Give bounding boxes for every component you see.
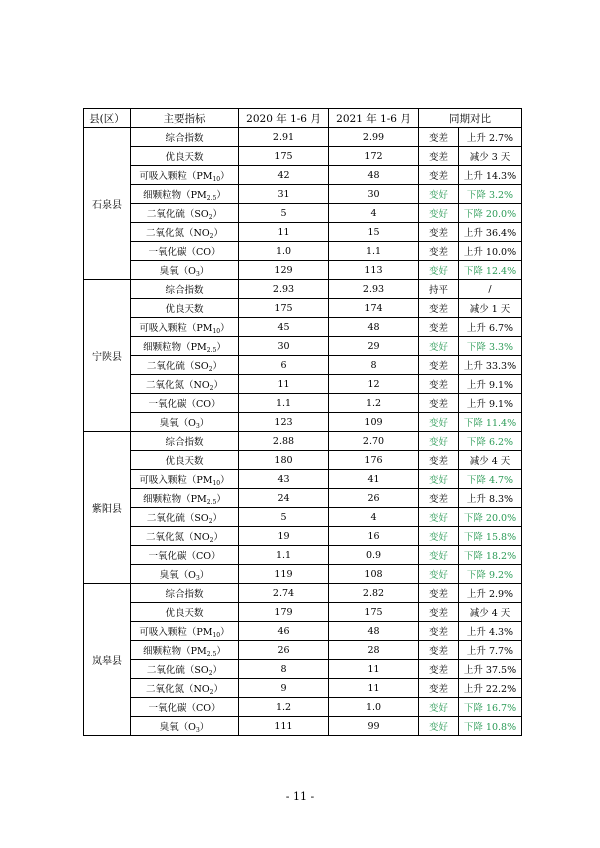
indicator-name xyxy=(131,584,239,603)
indicator-paren: ） xyxy=(216,493,226,505)
trend-status: 变好 xyxy=(419,717,459,736)
indicator-subscript: 3 xyxy=(195,270,200,278)
indicator-name xyxy=(131,527,239,546)
indicator-paren: ） xyxy=(212,208,223,220)
value-2020: 175 xyxy=(239,299,329,318)
value-2021: 1.1 xyxy=(329,242,419,261)
value-2021: 176 xyxy=(329,451,419,470)
header-2020: 2020 年 1-6 月 xyxy=(239,109,329,128)
trend-change: 上升 9.1% xyxy=(459,394,522,413)
trend-status: 变好 xyxy=(419,565,459,584)
indicator-label: 综合指数 xyxy=(165,437,204,448)
indicator-name xyxy=(131,603,239,622)
indicator-label: 臭氧（O xyxy=(159,569,196,581)
value-2020: 1.2 xyxy=(239,698,329,717)
indicator-paren: ） xyxy=(220,474,230,486)
indicator-subscript: 2.5 xyxy=(206,346,217,354)
trend-change: 下降 15.8% xyxy=(459,527,522,546)
indicator-paren: ） xyxy=(220,170,230,182)
indicator-name xyxy=(131,204,239,223)
trend-change: 下降 9.2% xyxy=(459,565,522,584)
indicator-subscript: 2 xyxy=(209,384,214,392)
trend-status: 变差 xyxy=(419,299,459,318)
indicator-name xyxy=(131,166,239,185)
indicator-label: 细颗粒物（PM xyxy=(143,645,207,657)
indicator-name xyxy=(131,318,239,337)
trend-change: 上升 2.7% xyxy=(459,128,522,147)
value-2020: 5 xyxy=(239,204,329,223)
trend-change: 下降 18.2% xyxy=(459,546,522,565)
table-row xyxy=(84,318,522,337)
indicator-subscript: 2 xyxy=(209,536,214,544)
indicator-label: 细颗粒物（PM xyxy=(143,493,207,505)
table-row xyxy=(84,147,522,166)
indicator-label: 细颗粒物（PM xyxy=(143,341,207,353)
trend-status: 变好 xyxy=(419,432,459,451)
indicator-label: 一氧化碳（CO） xyxy=(148,703,221,714)
trend-change: 上升 6.7% xyxy=(459,318,522,337)
indicator-name xyxy=(131,337,239,356)
indicator-subscript: 10 xyxy=(212,327,221,335)
trend-status: 变差 xyxy=(419,622,459,641)
value-2020: 9 xyxy=(239,679,329,698)
indicator-label: 一氧化碳（CO） xyxy=(148,247,221,258)
trend-status: 变差 xyxy=(419,223,459,242)
header-compare: 同期对比 xyxy=(419,109,522,128)
indicator-subscript: 2 xyxy=(208,365,213,373)
trend-change: 上升 36.4% xyxy=(459,223,522,242)
trend-change: 减少 4 天 xyxy=(459,451,522,470)
indicator-label: 臭氧（O xyxy=(159,721,196,733)
table-row xyxy=(84,242,522,261)
trend-change: 减少 3 天 xyxy=(459,147,522,166)
value-2020: 1.1 xyxy=(239,394,329,413)
indicator-name xyxy=(131,280,239,299)
trend-status: 变差 xyxy=(419,489,459,508)
value-2021: 48 xyxy=(329,166,419,185)
indicator-paren: ） xyxy=(220,626,230,638)
indicator-subscript: 2.5 xyxy=(206,194,217,202)
indicator-subscript: 2 xyxy=(209,688,214,696)
value-2020: 119 xyxy=(239,565,329,584)
trend-status: 变差 xyxy=(419,451,459,470)
value-2021: 2.99 xyxy=(329,128,419,147)
trend-status: 变好 xyxy=(419,527,459,546)
trend-change: 下降 3.2% xyxy=(459,185,522,204)
table-row xyxy=(84,698,522,717)
indicator-paren: ） xyxy=(199,569,210,581)
trend-change: 上升 22.2% xyxy=(459,679,522,698)
value-2021: 4 xyxy=(329,508,419,527)
indicator-name xyxy=(131,299,239,318)
indicator-name xyxy=(131,394,239,413)
trend-change: 下降 3.3% xyxy=(459,337,522,356)
value-2020: 5 xyxy=(239,508,329,527)
indicator-label: 臭氧（O xyxy=(159,417,196,429)
value-2020: 175 xyxy=(239,147,329,166)
indicator-paren: ） xyxy=(199,417,210,429)
indicator-label: 二氧化硫（SO xyxy=(146,512,209,524)
trend-status: 变差 xyxy=(419,318,459,337)
trend-change: 下降 20.0% xyxy=(459,204,522,223)
header-indicator: 主要指标 xyxy=(131,109,239,128)
county-name: 石泉县 xyxy=(84,128,131,280)
table-row xyxy=(84,546,522,565)
value-2021: 26 xyxy=(329,489,419,508)
value-2021: 28 xyxy=(329,641,419,660)
trend-status: 变好 xyxy=(419,470,459,489)
trend-status: 变好 xyxy=(419,204,459,223)
value-2021: 1.0 xyxy=(329,698,419,717)
trend-status: 持平 xyxy=(419,280,459,299)
trend-status: 变好 xyxy=(419,546,459,565)
value-2020: 11 xyxy=(239,375,329,394)
indicator-name xyxy=(131,489,239,508)
county-name: 紫阳县 xyxy=(84,432,131,584)
value-2020: 1.1 xyxy=(239,546,329,565)
indicator-paren: ） xyxy=(216,645,226,657)
value-2021: 30 xyxy=(329,185,419,204)
value-2020: 46 xyxy=(239,622,329,641)
table-row xyxy=(84,261,522,280)
indicator-subscript: 2.5 xyxy=(206,650,217,658)
trend-change: 上升 2.9% xyxy=(459,584,522,603)
indicator-name xyxy=(131,261,239,280)
indicator-name xyxy=(131,432,239,451)
trend-status: 变差 xyxy=(419,375,459,394)
indicator-name xyxy=(131,622,239,641)
value-2020: 2.91 xyxy=(239,128,329,147)
table-row xyxy=(84,432,522,451)
indicator-label: 二氧化硫（SO xyxy=(146,664,209,676)
indicator-name xyxy=(131,679,239,698)
trend-change: 上升 14.3% xyxy=(459,166,522,185)
indicator-label: 可吸入颗粒（PM xyxy=(139,170,213,182)
value-2021: 29 xyxy=(329,337,419,356)
table-row xyxy=(84,489,522,508)
trend-status: 变差 xyxy=(419,356,459,375)
indicator-name xyxy=(131,242,239,261)
indicator-subscript: 10 xyxy=(212,175,221,183)
indicator-subscript: 3 xyxy=(195,422,200,430)
table-row xyxy=(84,413,522,432)
trend-status: 变好 xyxy=(419,185,459,204)
table-row xyxy=(84,337,522,356)
value-2021: 172 xyxy=(329,147,419,166)
indicator-label: 可吸入颗粒（PM xyxy=(139,626,213,638)
indicator-label: 臭氧（O xyxy=(159,265,196,277)
trend-status: 变好 xyxy=(419,261,459,280)
value-2021: 2.70 xyxy=(329,432,419,451)
page-number: - 11 - xyxy=(285,790,315,803)
table-row xyxy=(84,356,522,375)
table-row xyxy=(84,394,522,413)
indicator-label: 二氧化氮（NO xyxy=(146,227,210,239)
indicator-label: 综合指数 xyxy=(165,133,204,144)
value-2020: 42 xyxy=(239,166,329,185)
indicator-name xyxy=(131,508,239,527)
value-2020: 8 xyxy=(239,660,329,679)
trend-status: 变差 xyxy=(419,679,459,698)
indicator-paren: ） xyxy=(212,512,223,524)
table-row xyxy=(84,508,522,527)
table-row xyxy=(84,565,522,584)
indicator-name xyxy=(131,546,239,565)
table-header-row xyxy=(84,109,522,128)
value-2021: 4 xyxy=(329,204,419,223)
indicator-label: 二氧化氮（NO xyxy=(146,531,210,543)
value-2021: 99 xyxy=(329,717,419,736)
trend-status: 变差 xyxy=(419,128,459,147)
table-row xyxy=(84,223,522,242)
indicator-name xyxy=(131,470,239,489)
indicator-label: 细颗粒物（PM xyxy=(143,189,207,201)
trend-status: 变好 xyxy=(419,698,459,717)
indicator-name xyxy=(131,356,239,375)
trend-status: 变差 xyxy=(419,147,459,166)
trend-status: 变差 xyxy=(419,584,459,603)
trend-change: 上升 7.7% xyxy=(459,641,522,660)
table-row xyxy=(84,603,522,622)
indicator-label: 优良天数 xyxy=(165,304,204,315)
indicator-name xyxy=(131,660,239,679)
trend-status: 变差 xyxy=(419,660,459,679)
table-row xyxy=(84,470,522,489)
indicator-name xyxy=(131,413,239,432)
indicator-name xyxy=(131,223,239,242)
table-row xyxy=(84,185,522,204)
trend-change: 下降 11.4% xyxy=(459,413,522,432)
table-row xyxy=(84,527,522,546)
trend-status: 变差 xyxy=(419,394,459,413)
trend-change: 上升 8.3% xyxy=(459,489,522,508)
value-2020: 129 xyxy=(239,261,329,280)
trend-change: 下降 20.0% xyxy=(459,508,522,527)
value-2021: 113 xyxy=(329,261,419,280)
table-row xyxy=(84,660,522,679)
indicator-paren: ） xyxy=(199,265,210,277)
air-quality-table xyxy=(83,108,522,736)
value-2021: 1.2 xyxy=(329,394,419,413)
table-row xyxy=(84,641,522,660)
indicator-paren: ） xyxy=(220,322,230,334)
indicator-subscript: 2 xyxy=(208,669,213,677)
indicator-label: 一氧化碳（CO） xyxy=(148,551,221,562)
indicator-label: 一氧化碳（CO） xyxy=(148,399,221,410)
indicator-subscript: 3 xyxy=(195,726,200,734)
value-2020: 24 xyxy=(239,489,329,508)
value-2021: 12 xyxy=(329,375,419,394)
value-2020: 11 xyxy=(239,223,329,242)
table-row xyxy=(84,717,522,736)
value-2021: 41 xyxy=(329,470,419,489)
indicator-label: 二氧化硫（SO xyxy=(146,208,209,220)
indicator-label: 二氧化硫（SO xyxy=(146,360,209,372)
trend-change: 下降 4.7% xyxy=(459,470,522,489)
value-2020: 179 xyxy=(239,603,329,622)
value-2021: 174 xyxy=(329,299,419,318)
indicator-subscript: 2 xyxy=(209,232,214,240)
indicator-name xyxy=(131,698,239,717)
indicator-name xyxy=(131,717,239,736)
table-row xyxy=(84,299,522,318)
trend-status: 变差 xyxy=(419,166,459,185)
indicator-label: 综合指数 xyxy=(165,589,204,600)
indicator-name xyxy=(131,375,239,394)
trend-status: 变差 xyxy=(419,641,459,660)
indicator-paren: ） xyxy=(216,189,226,201)
value-2021: 2.93 xyxy=(329,280,419,299)
county-name: 宁陕县 xyxy=(84,280,131,432)
indicator-label: 二氧化氮（NO xyxy=(146,683,210,695)
header-2021: 2021 年 1-6 月 xyxy=(329,109,419,128)
value-2020: 19 xyxy=(239,527,329,546)
indicator-paren: ） xyxy=(213,379,223,391)
indicator-name xyxy=(131,185,239,204)
table-row xyxy=(84,679,522,698)
value-2020: 2.74 xyxy=(239,584,329,603)
trend-status: 变好 xyxy=(419,413,459,432)
value-2021: 109 xyxy=(329,413,419,432)
indicator-label: 优良天数 xyxy=(165,456,204,467)
table-row xyxy=(84,204,522,223)
indicator-label: 二氧化氮（NO xyxy=(146,379,210,391)
trend-change: 上升 33.3% xyxy=(459,356,522,375)
trend-change: / xyxy=(459,280,522,299)
indicator-paren: ） xyxy=(213,227,223,239)
indicator-paren: ） xyxy=(199,721,210,733)
value-2021: 48 xyxy=(329,318,419,337)
table-row xyxy=(84,280,522,299)
indicator-name xyxy=(131,128,239,147)
table-row xyxy=(84,622,522,641)
trend-change: 上升 10.0% xyxy=(459,242,522,261)
value-2020: 1.0 xyxy=(239,242,329,261)
trend-change: 上升 4.3% xyxy=(459,622,522,641)
value-2020: 2.88 xyxy=(239,432,329,451)
value-2021: 2.82 xyxy=(329,584,419,603)
trend-change: 下降 16.7% xyxy=(459,698,522,717)
value-2020: 45 xyxy=(239,318,329,337)
indicator-subscript: 3 xyxy=(195,574,200,582)
value-2020: 30 xyxy=(239,337,329,356)
indicator-subscript: 10 xyxy=(212,479,221,487)
value-2021: 0.9 xyxy=(329,546,419,565)
value-2020: 31 xyxy=(239,185,329,204)
indicator-label: 优良天数 xyxy=(165,152,204,163)
value-2021: 16 xyxy=(329,527,419,546)
indicator-subscript: 2.5 xyxy=(206,498,217,506)
trend-status: 变好 xyxy=(419,508,459,527)
value-2021: 15 xyxy=(329,223,419,242)
trend-change: 下降 10.8% xyxy=(459,717,522,736)
indicator-subscript: 2 xyxy=(208,517,213,525)
value-2020: 180 xyxy=(239,451,329,470)
indicator-paren: ） xyxy=(213,683,223,695)
trend-change: 下降 6.2% xyxy=(459,432,522,451)
value-2020: 6 xyxy=(239,356,329,375)
trend-change: 减少 1 天 xyxy=(459,299,522,318)
trend-status: 变差 xyxy=(419,242,459,261)
trend-change: 下降 12.4% xyxy=(459,261,522,280)
trend-change: 上升 37.5% xyxy=(459,660,522,679)
value-2020: 2.93 xyxy=(239,280,329,299)
indicator-paren: ） xyxy=(213,531,223,543)
trend-change: 减少 4 天 xyxy=(459,603,522,622)
indicator-name xyxy=(131,565,239,584)
table-body xyxy=(84,128,522,736)
indicator-label: 综合指数 xyxy=(165,285,204,296)
county-name: 岚皋县 xyxy=(84,584,131,736)
table-row xyxy=(84,128,522,147)
trend-status: 变差 xyxy=(419,603,459,622)
table-row xyxy=(84,375,522,394)
indicator-name xyxy=(131,641,239,660)
value-2020: 26 xyxy=(239,641,329,660)
value-2020: 111 xyxy=(239,717,329,736)
value-2020: 43 xyxy=(239,470,329,489)
value-2021: 48 xyxy=(329,622,419,641)
indicator-label: 可吸入颗粒（PM xyxy=(139,322,213,334)
value-2021: 175 xyxy=(329,603,419,622)
value-2020: 123 xyxy=(239,413,329,432)
table-row xyxy=(84,584,522,603)
indicator-label: 可吸入颗粒（PM xyxy=(139,474,213,486)
trend-status: 变好 xyxy=(419,337,459,356)
trend-change: 上升 9.1% xyxy=(459,375,522,394)
indicator-name xyxy=(131,451,239,470)
value-2021: 11 xyxy=(329,660,419,679)
value-2021: 11 xyxy=(329,679,419,698)
indicator-paren: ） xyxy=(212,360,223,372)
indicator-subscript: 10 xyxy=(212,631,221,639)
indicator-paren: ） xyxy=(212,664,223,676)
value-2021: 8 xyxy=(329,356,419,375)
indicator-paren: ） xyxy=(216,341,226,353)
indicator-name xyxy=(131,147,239,166)
indicator-subscript: 2 xyxy=(208,213,213,221)
header-county: 县(区） xyxy=(84,109,131,128)
table-row xyxy=(84,166,522,185)
table-row xyxy=(84,451,522,470)
value-2021: 108 xyxy=(329,565,419,584)
indicator-label: 优良天数 xyxy=(165,608,204,619)
